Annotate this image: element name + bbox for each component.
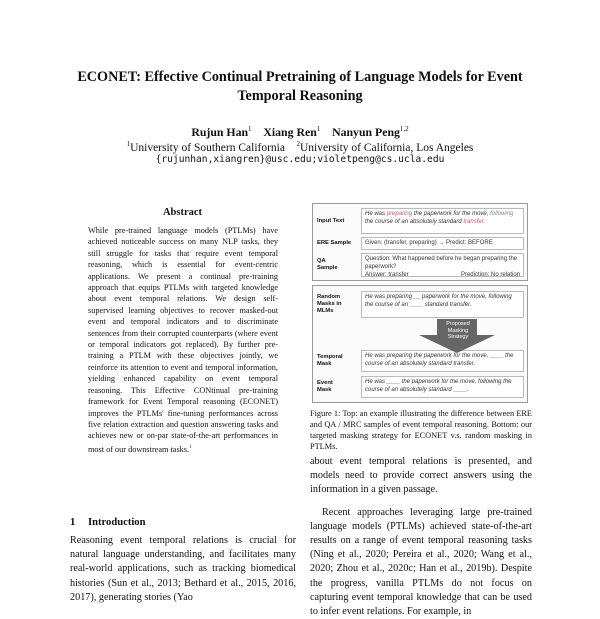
input-text-row: Input Text He was preparing the paperwork for the move, following the course of an absolutely standard transfer. <box>313 208 527 234</box>
event-mask-row: Event Mask He was ____ the paperwork for the move, following the course of an absolutely standard ____. <box>313 376 527 398</box>
author-emails: {rujunhan,xiangren}@usc.edu;violetpeng@cs.ucla.edu <box>155 154 445 165</box>
right-column-body: about event temporal relations is presented, and models need to provide correct answers using the information in a given passage. Recent approaches leveraging large pre-trained language models (PTLMs) achieved state-of-the-art results on a range of event temporal reasoning tasks (Ning et al., 2020; Pereira et al., 2020; Wang et al., 2020; Zhou et al., 2020c; Han et al., 2019b). Despite the progress, vanilla PTLMs do not focus on capturing event temporal knowledge that can be used to infer event relations. For example, in <box>310 456 532 618</box>
arrow-label: Proposed Masking Strategy <box>446 321 470 340</box>
abstract-body: While pre-trained language models (PTLMs) have achieved noticeable success on many NLP tasks, they still struggle for tasks that require event temporal reasoning, which is essential for event-centric applications. We present a continual pre-training approach that equips PTLMs with targeted knowledge about event temporal relations. We design self-supervised learning objectives to recover masked-out event and temporal indicators and to discriminate sentences from their corrupted counterparts (where event or temporal indicators got replaced). By further pre-training a PTLM with these objectives jointly, we reinforce its attention to event and temporal information, yielding enhanced capability on event temporal reasoning. This Effective CONtinual pre-training framework for Event Temporal reasoning (ECONET) improves the PTLMs' fine-tuning performances across five relation extraction and question answering tasks and achieves new or on-par state-of-the-art performances in most of our downstream tasks.$^1$ <box>88 226 278 454</box>
figure-caption: Figure 1: Top: an example illustrating the difference between ERE and QA / MRC samples of event temporal reasoning. Bottom: our targeted masking strategy for ECONET v.s. random masking in PTLMs. <box>310 409 532 451</box>
figure-top-panel <box>312 203 528 281</box>
paper-title: ECONET: Effective Continual Pretraining of Language Models for Event Temporal Reasoning <box>77 69 523 104</box>
author-list: Rujun Han$^1$ Xiang Ren$^1$ Nanyun Peng$^{1,2}$ <box>191 124 409 139</box>
introduction-body: Reasoning event temporal relations is crucial for natural language understanding, and facilitates many real-world applications, such as tracking biomedical histories (Sun et al., 2013; Bethard et al., 2015, 2016, 2017), generating stories (Yao <box>70 535 296 603</box>
author-name: Rujun Han <box>191 124 249 139</box>
abstract-heading: Abstract <box>162 207 203 218</box>
affiliations: $^1$University of Southern California $^2$University of California, Los Angeles <box>126 140 474 154</box>
author-name: Xiang Ren <box>263 124 317 139</box>
ere-sample-row: ERE Sample Given: (transfer, preparing) → Predict: BEFORE <box>313 237 527 250</box>
random-mask-row: Random Masks in MLMs He was preparing __ paperwork for the move, following the course of an ____ standard transfer. <box>313 291 527 318</box>
qa-sample-row: QA Sample Question: What happened before he began preparing the paperwork? Answer: transfer Prediction: No relation <box>313 253 527 277</box>
author-name: Nanyun Peng <box>332 124 400 139</box>
temporal-mask-row: Temporal Mask He was preparing the paperwork for the move, ____ the course of an absolutely standard transfer. <box>313 350 527 372</box>
section-heading-introduction: 1 Introduction <box>70 517 146 528</box>
